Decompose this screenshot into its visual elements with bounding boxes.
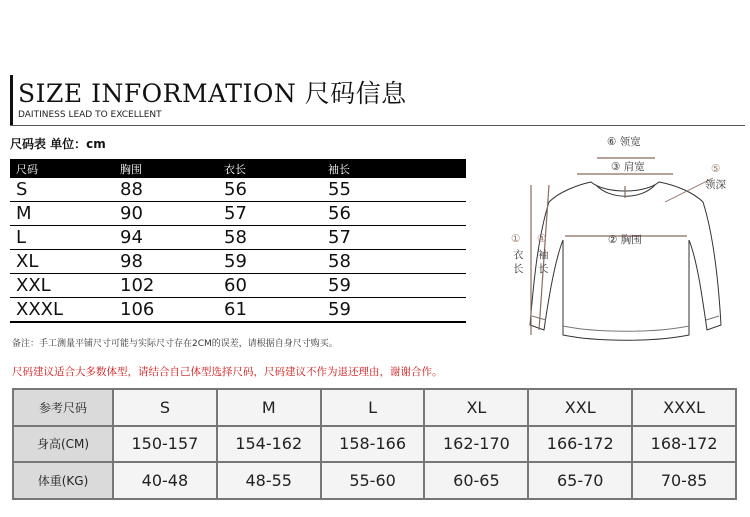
size-advice: 尺码建议适合大多数体型，请结合自己体型选择尺码，尺码建议不作为退还理由，谢谢合作。 bbox=[12, 366, 443, 378]
table-row bbox=[10, 250, 466, 274]
sleeve-cell: 59 bbox=[322, 298, 466, 323]
column-header-chest: 胸围 bbox=[114, 159, 218, 178]
sleeve-label-1: 袖 bbox=[538, 249, 549, 261]
size-cell: M bbox=[10, 202, 114, 226]
reference-size-label: 参考尺码 bbox=[14, 390, 112, 425]
reference-weight-row bbox=[14, 463, 735, 498]
reference-weight-cell: 55-60 bbox=[322, 463, 424, 498]
waistband-line bbox=[563, 326, 689, 331]
length-label-1: 衣 bbox=[513, 249, 524, 261]
reference-weight-cell: 65-70 bbox=[529, 463, 631, 498]
column-header-size: 尺码 bbox=[10, 159, 114, 178]
length-cell: 56 bbox=[218, 178, 322, 202]
page-title: SIZE INFORMATION 尺码信息 bbox=[18, 79, 407, 108]
size-table bbox=[10, 159, 466, 323]
right-cuff-line bbox=[706, 316, 719, 320]
reference-height-cell: 166-172 bbox=[529, 427, 631, 462]
reference-size-cell: XXXL bbox=[633, 390, 735, 425]
reference-weight-label: 体重(KG) bbox=[14, 463, 112, 498]
measurement-note: 备注：手工测量平铺尺寸可能与实际尺寸存在2CM的误差，请根据自身尺寸购买。 bbox=[12, 339, 338, 349]
header-accent-bar bbox=[10, 75, 13, 125]
column-header-sleeve: 袖长 bbox=[322, 159, 466, 178]
sleeve-number: ④ bbox=[537, 233, 547, 245]
size-cell: L bbox=[10, 226, 114, 250]
chest-label: ② 胸围 bbox=[608, 234, 642, 246]
table-row bbox=[10, 202, 466, 226]
size-cell: XXL bbox=[10, 274, 114, 298]
page-subtitle: DAITINESS LEAD TO EXCELLENT bbox=[18, 110, 162, 120]
reference-height-row bbox=[14, 427, 735, 462]
table-row bbox=[10, 178, 466, 202]
reference-height-label: 身高(CM) bbox=[14, 427, 112, 462]
sleeve-cell: 59 bbox=[322, 274, 466, 298]
reference-size-cell: S bbox=[114, 390, 216, 425]
length-cell: 58 bbox=[218, 226, 322, 250]
collar-depth-label: 领深 bbox=[705, 179, 726, 191]
sleeve-cell: 57 bbox=[322, 226, 466, 250]
size-table-caption: 尺码表 单位：cm bbox=[10, 137, 106, 151]
length-cell: 61 bbox=[218, 298, 322, 323]
table-row bbox=[10, 226, 466, 250]
sleeve-label-2: 长 bbox=[538, 263, 549, 275]
sleeve-cell: 55 bbox=[322, 178, 466, 202]
sleeve-cell: 56 bbox=[322, 202, 466, 226]
reference-size-cell: L bbox=[322, 390, 424, 425]
table-row bbox=[10, 298, 466, 323]
chest-cell: 98 bbox=[114, 250, 218, 274]
chest-cell: 88 bbox=[114, 178, 218, 202]
chest-cell: 106 bbox=[114, 298, 218, 323]
sweater-measurement-diagram bbox=[505, 130, 740, 360]
reference-height-cell: 158-166 bbox=[322, 427, 424, 462]
reference-size-row bbox=[14, 390, 735, 425]
sweater-outline bbox=[530, 182, 721, 340]
table-row bbox=[10, 274, 466, 298]
reference-height-cell: 150-157 bbox=[114, 427, 216, 462]
chest-cell: 102 bbox=[114, 274, 218, 298]
reference-size-table bbox=[12, 388, 737, 500]
header-divider bbox=[10, 125, 745, 126]
size-cell: XXXL bbox=[10, 298, 114, 323]
chest-cell: 94 bbox=[114, 226, 218, 250]
reference-size-cell: XXL bbox=[529, 390, 631, 425]
reference-weight-cell: 70-85 bbox=[633, 463, 735, 498]
size-table-header-row bbox=[10, 159, 466, 178]
chest-cell: 90 bbox=[114, 202, 218, 226]
collar-depth-number: ⑤ bbox=[711, 163, 721, 175]
column-header-length: 衣长 bbox=[218, 159, 322, 178]
size-cell: S bbox=[10, 178, 114, 202]
sleeve-cell: 58 bbox=[322, 250, 466, 274]
collar-width-label: ⑥ 领宽 bbox=[607, 136, 641, 148]
reference-weight-cell: 48-55 bbox=[218, 463, 320, 498]
reference-size-cell: XL bbox=[425, 390, 527, 425]
size-cell: XL bbox=[10, 250, 114, 274]
reference-height-cell: 154-162 bbox=[218, 427, 320, 462]
reference-height-cell: 162-170 bbox=[425, 427, 527, 462]
length-cell: 57 bbox=[218, 202, 322, 226]
length-number: ① bbox=[511, 233, 521, 245]
length-cell: 59 bbox=[218, 250, 322, 274]
reference-height-cell: 168-172 bbox=[633, 427, 735, 462]
reference-size-cell: M bbox=[218, 390, 320, 425]
length-label-2: 长 bbox=[513, 263, 524, 275]
reference-weight-cell: 60-65 bbox=[425, 463, 527, 498]
left-cuff-line bbox=[532, 316, 546, 320]
shoulder-width-label: ③ 肩宽 bbox=[611, 161, 645, 173]
reference-weight-cell: 40-48 bbox=[114, 463, 216, 498]
length-cell: 60 bbox=[218, 274, 322, 298]
